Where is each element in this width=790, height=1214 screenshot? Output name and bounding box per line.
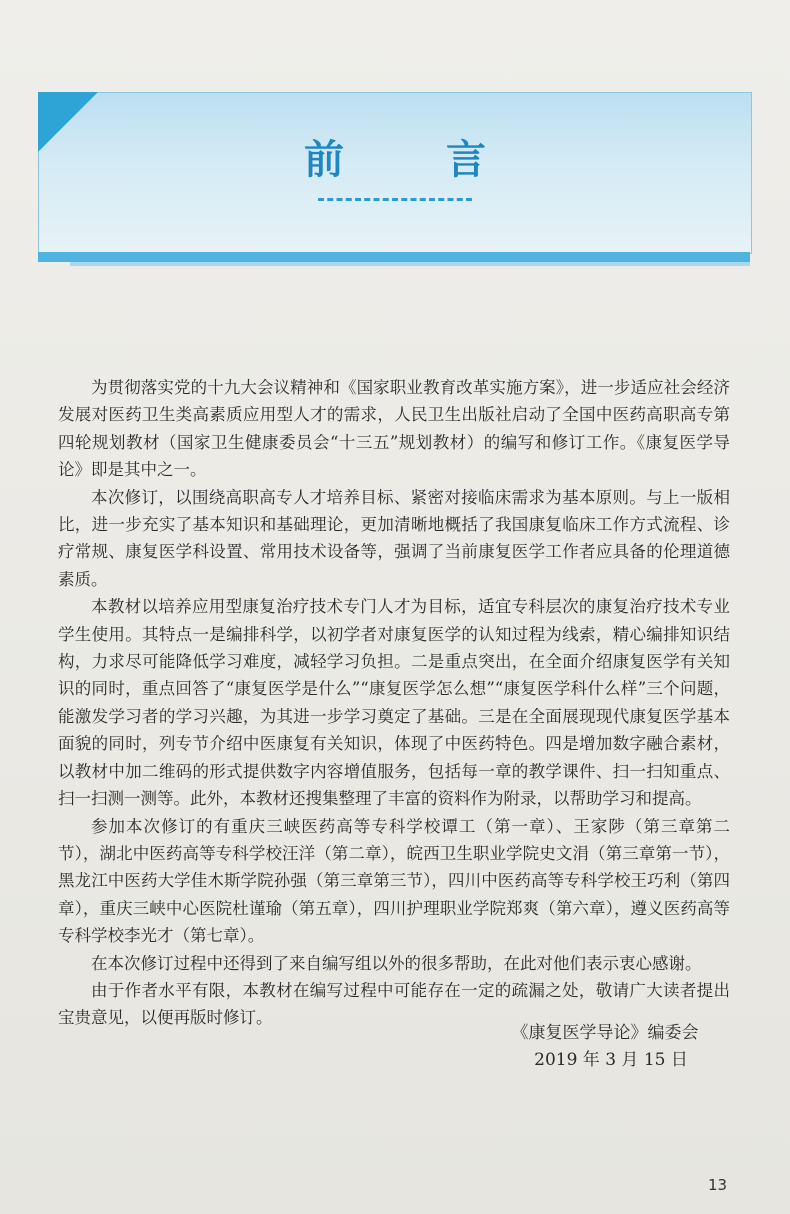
paragraph-3: 本教材以培养应用型康复治疗技术专门人才为目标，适宜专科层次的康复治疗技术专业学生使用。其特点一是编排科学，以初学者对康复医学的认知过程为线索，精心编排知识结构，力求尽可能降低学习难度，减轻学习负担。二是重点突出，在全面介绍康复医学有关知识的同时，重点回答了“康复医学是什么”“康复医学怎么想”“康复医学科什么样”三个问题，能激发学习者的学习兴趣，为其进一步学习奠定了基础。三是在全面展现现代康复医学基本面貌的同时，列专节介绍中医康复有关知识，体现了中医药特色。四是增加数字融合素材，以教材中加二维码的形式提供数字内容增值服务，包括每一章的教学课件、扫一扫知重点、扫一扫测一测等。此外，本教材还搜集整理了丰富的资料作为附录，以帮助学习和提高。: [58, 597, 730, 809]
page-title: 前 言: [304, 137, 530, 183]
paragraph-5: 在本次修订过程中还得到了来自编写组以外的很多帮助，在此对他们表示衷心感谢。: [91, 953, 702, 973]
title-dashed-underline: [318, 198, 472, 201]
preface-body: [58, 374, 730, 1032]
signature-block: [470, 1020, 740, 1074]
signature-date: 2019 年 3 月 15 日: [534, 1050, 688, 1070]
page-number: 13: [708, 1176, 728, 1194]
paragraph-1: 为贯彻落实党的十九大会议精神和《国家职业教育改革实施方案》，进一步适应社会经济发展对医药卫生类高素质应用型人才的需求，人民卫生出版社启动了全国中医药高职高专第四轮规划教材（国家卫生健康委员会“十三五”规划教材）的编写和修订工作。《康复医学导论》即是其中之一。: [58, 378, 730, 480]
paragraph-6: 由于作者水平有限，本教材在编写过程中可能存在一定的疏漏之处，敬请广大读者提出宝贵意见，以便再版时修订。: [58, 980, 730, 1028]
banner-bottom-bar: [38, 252, 750, 262]
paragraph-4: 参加本次修订的有重庆三峡医药高等专科学校谭工（第一章）、王家陟（第三章第二节），湖北中医药高等专科学校汪洋（第二章），皖西卫生职业学院史文涓（第三章第一节），黑龙江中医药大学佳木斯学院孙强（第三章第三节），四川中医药高等专科学校王巧利（第四章），重庆三峡中心医院杜谨瑜（第五章），四川护理职业学院郑爽（第六章），遵义医药高等专科学校李光才（第七章）。: [58, 816, 730, 946]
banner-bottom-strip: [70, 262, 750, 266]
paragraph-2: 本次修订，以围绕高职高专人才培养目标、紧密对接临床需求为基本原则。与上一版相比，进一步充实了基本知识和基础理论，更加清晰地概括了我国康复临床工作方式流程、诊疗常规、康复医学科设置、常用技术设备等，强调了当前康复医学工作者应具备的伦理道德素质。: [58, 487, 730, 589]
signature-committee: 《康复医学导论》编委会: [511, 1023, 699, 1043]
